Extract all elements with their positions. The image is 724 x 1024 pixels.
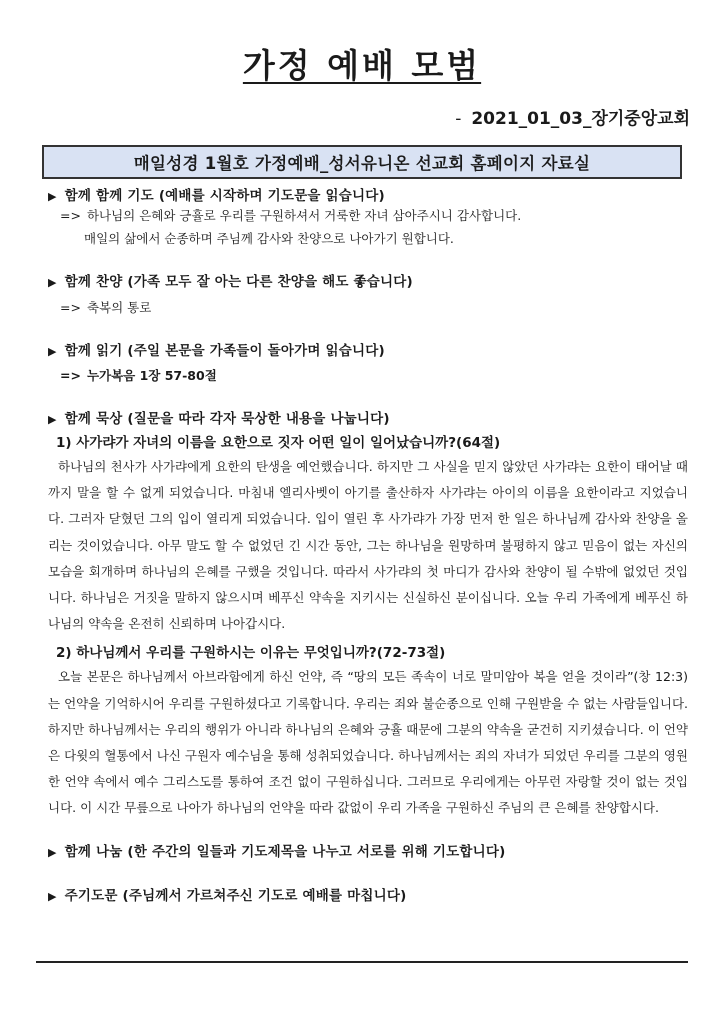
question-1: 1) 사가랴가 자녀의 이름을 요한으로 짓자 어떤 일이 일어났습니까?(64절)	[56, 435, 501, 451]
section-meditation-heading: ▶ 함께 묵상 (질문을 따라 각자 묵상한 내용을 나눕니다)	[48, 411, 390, 427]
prayer-line-2: 매일의 삶에서 순종하며 주님께 감사와 찬양으로 나아가기 원합니다.	[84, 231, 454, 246]
section-praise-heading: ▶ 함께 찬양 (가족 모두 잘 아는 다른 찬양을 해도 좋습니다)	[48, 274, 413, 290]
triangle-right-icon: ▶	[48, 845, 57, 859]
answer-1: 하나님의 천사가 사가랴에게 요한의 탄생을 예언했습니다. 하지만 그 사실을 믿지 않았던 사가랴는 요한이 태어날 때 까지 말을 할 수 없게 되었습니다. 마침내 엘리사벳이 아기를 출산하자 사가랴는 아이의 이름을 요한이라고 지었습니다. 그러자 닫혔던 그의 입이 열리게 되었습니다. 입이 열린 후 사가랴가 가장 먼저 한 일은 하나님께 감사와 찬양을 올리는 것이었습니다. 아무 말도 할 수 없었던 긴 시간 동안, 그는 하나님을 원망하며 불평하지 않고 믿음이 없는 자신의 모습을 회개하며 하나님의 은혜를 구했을 것입니다. 따라서 사가랴의 첫 마디가 감사와 찬양이 될 수밖에 없었던 것입니다. 하나님은 거짓을 말하지 않으시며 베푸신 약속을 지키시는 신실하신 분이십니다. 오늘 우리 가족에게 베푸신 하나님의 약속을 온전히 신뢰하며 나아갑시다.	[48, 459, 688, 632]
triangle-right-icon: ▶	[48, 276, 57, 289]
triangle-right-icon: ▶	[48, 190, 57, 203]
date-dash: -	[455, 109, 462, 129]
section-sharing-heading: ▶ 함께 나눔 (한 주간의 일들과 기도제목을 나누고 서로를 위해 기도합니다)	[48, 843, 506, 860]
bottom-divider	[36, 961, 688, 963]
triangle-right-icon: ▶	[48, 345, 57, 358]
praise-line: => 축복의 통로	[60, 300, 152, 315]
date-text: 2021_01_03_장기중앙교회	[471, 109, 690, 129]
section-reading-heading: ▶ 함께 읽기 (주일 본문을 가족들이 돌아가며 읽습니다)	[48, 343, 385, 359]
triangle-right-icon: ▶	[48, 413, 57, 426]
triangle-right-icon: ▶	[48, 889, 57, 903]
worship-content	[48, 184, 688, 904]
page-title: 가정 예배 모범	[242, 46, 482, 85]
section-lords-prayer-heading: ▶ 주기도문 (주님께서 가르쳐주신 기도로 예배를 마칩니다)	[48, 887, 407, 904]
date-line	[455, 104, 690, 129]
arrow-marker: =>	[60, 368, 81, 383]
prayer-line-1: => 하나님의 은혜와 긍휼로 우리를 구원하셔서 거룩한 자녀 삼아주시니 감사합니다.	[60, 208, 522, 223]
question-2: 2) 하나님께서 우리를 구원하시는 이유는 무엇입니까?(72-73절)	[56, 645, 446, 662]
section-prayer-heading: ▶ 함께 함께 기도 (예배를 시작하며 기도문을 읽습니다)	[48, 188, 385, 204]
arrow-marker: =>	[60, 208, 81, 223]
answer-2: 오늘 본문은 하나님께서 아브라함에게 하신 언약, 즉 “땅의 모든 족속이 너로 말미암아 복을 얻을 것이라”(창 12:3)는 언약을 기억하시어 우리를 구원하셨다고 기록합니다. 우리는 죄와 불순종으로 인해 구원받을 수 없는 사람들입니다. 하지만 하나님께서는 우리의 행위가 아니라 하나님의 은혜와 긍휼 때문에 그분의 약속을 굳건히 지키셨습니다. 이 언약은 다윗의 혈통에서 나신 구원자 예수님을 통해 성취되었습니다. 하나님께서는 죄의 자녀가 되었던 우리를 그분의 영원한 언약 속에서 예수 그리스도를 통하여 조건 없이 구원하십니다. 그러므로 우리에게는 아무런 자랑할 것이 없는 것입니다. 이 시간 무릎으로 나아가 하나님의 언약을 따라 값없이 우리 가족을 구원하신 주님의 큰 은혜를 찬양합시다.	[48, 669, 688, 816]
reading-line: => 누가복음 1장 57-80절	[60, 368, 217, 383]
arrow-marker: =>	[60, 300, 81, 315]
source-banner: 매일성경 1월호 가정예배_성서유니온 선교회 홈페이지 자료실	[42, 145, 682, 179]
